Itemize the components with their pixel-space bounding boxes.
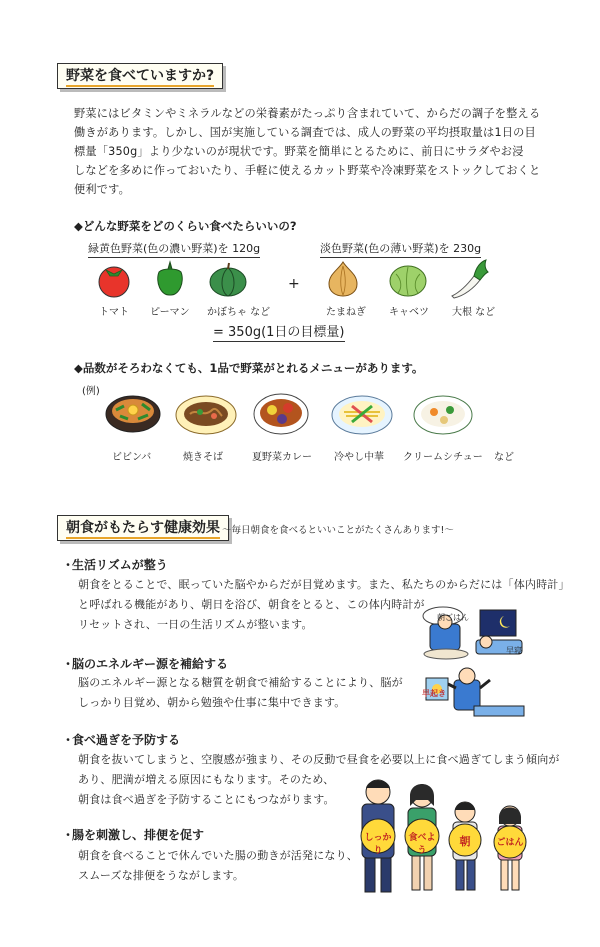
bullet-dot: ・: [62, 828, 75, 842]
body-line: スムーズな排便をうながします。: [78, 869, 245, 882]
illus-label-early-bed: 早寝: [506, 646, 522, 655]
subsection-body: [78, 846, 358, 886]
pumpkin-icon: [208, 262, 248, 298]
bullet-dot: ・: [62, 733, 75, 747]
veg-label-pumpkin: かぼちゃ など: [207, 307, 271, 318]
veg-label-tomato: トマト: [99, 307, 129, 318]
light-veg-label: 淡色野菜(色の薄い野菜)を 230g: [320, 240, 481, 258]
body-line: あり、肥満が増える原因にもなります。そのため、: [78, 773, 335, 786]
body-line: と呼ばれる機能があり、朝日を浴び、朝食をとると、この体内時計が: [78, 598, 425, 611]
intro-line: 標量「350g」より少ないのが現状です。野菜を簡単にとるために、前日にサラダやお浸: [74, 145, 524, 158]
example-label: (例): [82, 386, 100, 397]
menu-label-yakisoba: 焼きそば: [183, 452, 223, 463]
body-line: 朝食は食べ過ぎを予防することにもつながります。: [78, 793, 335, 806]
intro-line: 便利です。: [74, 183, 131, 196]
tomato-icon: [96, 262, 132, 298]
yakisoba-icon: [174, 392, 238, 438]
daikon-icon: [446, 258, 490, 300]
veg-label-pepper: ピーマン: [150, 307, 190, 318]
plus-sign: +: [288, 276, 300, 292]
section-title-vegetables: [57, 63, 223, 89]
section-title-breakfast: [57, 515, 229, 541]
subsection-heading: 脳のエネルギー源を補給する: [72, 657, 229, 671]
menu-label-bibimbap: ビビンバ: [112, 452, 152, 463]
menu-heading: ◆品数がそろわなくても、1品で野菜がとれるメニューがあります。: [74, 361, 424, 375]
veg-label-onion: たまねぎ: [326, 307, 366, 318]
illus-label-early-rise: 早起き: [422, 689, 446, 698]
intro-line: しなどを多めに作っておいたり、手軽に使えるカット野菜や冷凍野菜をストックしておくと: [74, 164, 541, 177]
sign-label-shikkari: しっかり: [364, 833, 392, 856]
sign-label-asa: 朝: [459, 835, 471, 848]
cream-stew-icon: [412, 392, 474, 438]
how-much-heading: ◆どんな野菜をどのくらい食べたらいいの?: [74, 219, 297, 233]
illus-label-breakfast: 朝ごはん: [437, 613, 469, 622]
bullet-dot: ・: [62, 558, 75, 572]
sign-label-tabeyou: 食べよう: [408, 833, 436, 856]
menu-label-hiyashi: 冷やし中華: [334, 452, 384, 463]
sign-label-gohan: ごはん: [496, 838, 524, 848]
section-title-text: 野菜を食べていますか?: [66, 68, 215, 84]
bullet-dot: ・: [62, 657, 75, 671]
body-line: 朝食を食べることで休んでいた腸の動きが活発になり、: [78, 849, 358, 862]
menu-label-etc: など: [494, 452, 514, 463]
subsection-heading: 食べ過ぎを予防する: [72, 733, 181, 747]
body-line: リセットされ、一日の生活リズムが整います。: [78, 618, 313, 631]
veg-intro: [74, 104, 540, 199]
intro-line: 野菜にはビタミンやミネラルなどの栄養素がたっぷり含まれていて、からだの調子を整える: [74, 107, 541, 120]
breakfast-subtitle: 〜毎日朝食を食べるといいことがたくさんあります!〜: [222, 525, 454, 536]
subsection-heading: 腸を刺激し、排便を促す: [72, 828, 205, 842]
section-title-text: 朝食がもたらす健康効果: [66, 520, 220, 536]
title-underline: [66, 85, 214, 87]
body-line: 朝食を抜いてしまうと、空腹感が強まり、その反動で昼食を必要以上に食べ過ぎてしまう傾向が: [78, 753, 560, 766]
title-underline: [66, 537, 220, 539]
curry-icon: [252, 390, 310, 438]
body-line: 朝食をとることで、眠っていた脳やからだが目覚めます。また、私たちのからだには「体内時計」: [78, 578, 570, 591]
body-line: しっかり目覚め、朝から勉強や仕事に集中できます。: [78, 696, 346, 709]
menu-label-stew: クリームシチュー: [403, 452, 483, 463]
body-line: 脳のエネルギー源となる糖質を朝食で補給することにより、脳が: [78, 676, 403, 689]
intro-line: 働きがあります。しかし、国が実施している調査では、成人の野菜の平均摂取量は1日の目: [74, 126, 536, 139]
daily-rhythm-illustration: [418, 602, 528, 722]
veg-label-cabbage: キャベツ: [389, 307, 429, 318]
veg-label-daikon: 大根 など: [452, 307, 496, 318]
green-yellow-veg-label: 緑黄色野菜(色の濃い野菜)を 120g: [88, 240, 260, 258]
hiyashi-chuka-icon: [330, 392, 394, 438]
bibimbap-icon: [104, 392, 162, 438]
subsection-heading: 生活リズムが整う: [72, 558, 168, 572]
menu-label-curry: 夏野菜カレー: [252, 452, 312, 463]
green-pepper-icon: [153, 260, 187, 298]
subsection-body: [78, 673, 403, 713]
daily-total: = 350g(1日の目標量): [213, 321, 345, 342]
onion-icon: [326, 260, 360, 298]
cabbage-icon: [388, 262, 428, 298]
